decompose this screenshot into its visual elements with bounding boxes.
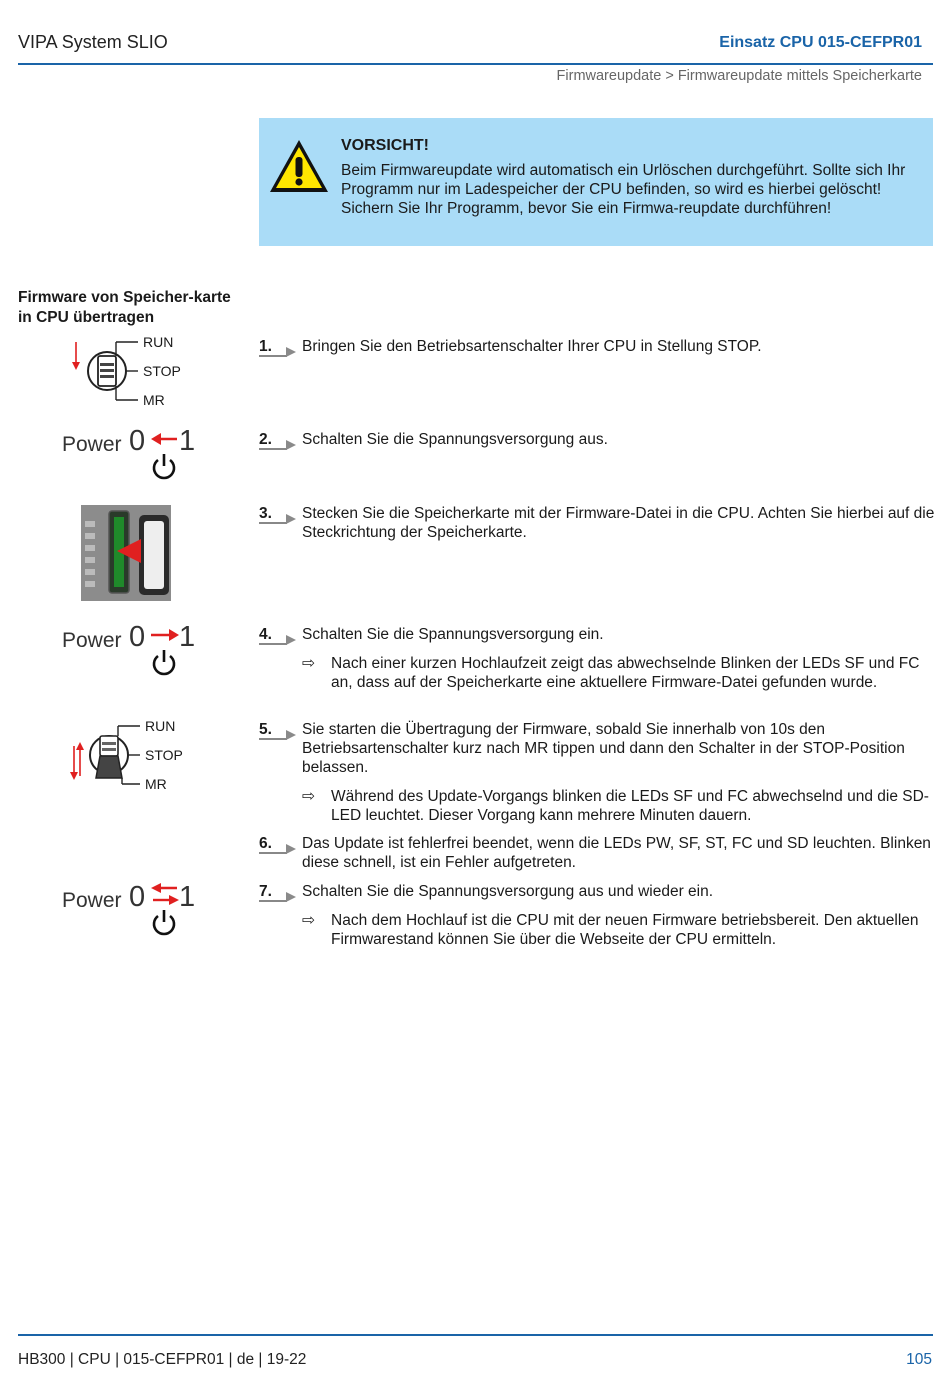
power-icon: [150, 648, 178, 676]
step-number: 7.: [259, 882, 299, 901]
power-icon: [150, 908, 178, 936]
step-number: 2.: [259, 430, 299, 449]
switch-label-run: RUN: [145, 718, 176, 734]
step-text: Schalten Sie die Spannungsversorgung aus.: [302, 431, 608, 448]
power-zero: 0: [129, 425, 146, 457]
power-cycle-figure: [62, 881, 202, 941]
step-text: Schalten Sie die Spannungsversorgung ein.: [302, 626, 604, 643]
caution-text: Beim Firmwareupdate wird automatisch ein Urlöschen durchgeführt. Sollte sich Ihr Programm nur im Ladespeicher der CPU befinden, so wird es hierbei gelöscht! Sichern Sie Ihr Programm, bevor Sie ein Firmwa-reupdate durchführen!: [341, 162, 906, 217]
step-arrow-icon: [286, 844, 296, 854]
arrow-right-icon: [151, 625, 179, 645]
step-number: 3.: [259, 504, 299, 523]
switch-label-mr: MR: [145, 776, 167, 792]
step-number: 6.: [259, 834, 299, 853]
step-arrow-icon: [286, 635, 296, 645]
chapter-title: Einsatz CPU 015-CEFPR01: [719, 34, 922, 51]
step-number: 1.: [259, 337, 299, 356]
power-one: 1: [179, 621, 196, 653]
step-arrow-icon: [286, 730, 296, 740]
arrow-left-icon: [151, 429, 179, 449]
step-arrow-icon: [286, 347, 296, 357]
step-text: Das Update ist fehlerfrei beendet, wenn die LEDs PW, SF, ST, FC und SD leuchten. Blinken diese schnell, ist ein Fehler aufgetreten.: [302, 835, 931, 871]
step-text: Stecken Sie die Speicherkarte mit der Firmware-Datei in die CPU. Achten Sie hierbei auf die Steckrichtung der Speicherkarte.: [302, 505, 935, 541]
step-number: 5.: [259, 720, 299, 739]
step-text: Sie starten die Übertragung der Firmware, sobald Sie innerhalb von 10s den Betriebsartenschalter kurz nach MR tippen und dann den Schalter in der STOP-Position belassen.: [302, 721, 905, 776]
step-arrow-icon: [286, 892, 296, 902]
breadcrumb: Firmwareupdate > Firmwareupdate mittels Speicherkarte: [556, 68, 922, 84]
result-text: Nach einer kurzen Hochlaufzeit zeigt das abwechselnde Blinken der LEDs SF und FC an, dass auf der Speicherkarte eine aktuellere Firmware-Datei gefunden wurde.: [331, 655, 920, 691]
result-arrow-icon: ⇨: [302, 788, 315, 805]
header-rule: [18, 63, 933, 65]
power-zero: 0: [129, 621, 146, 653]
switch-label-stop: STOP: [145, 747, 183, 763]
result-text: Nach dem Hochlauf ist die CPU mit der neuen Firmware betriebsbereit. Den aktuellen Firmwarestand können Sie über die Webseite der CPU ermitteln.: [331, 912, 919, 948]
power-zero: 0: [129, 881, 146, 913]
memory-card-slot-figure: [81, 505, 171, 601]
result-text: Während des Update-Vorgangs blinken die LEDs SF und FC abwechselnd und die SD-LED leuchtet. Dieser Vorgang kann mehrere Minuten dauern.: [331, 788, 929, 824]
step-number: 4.: [259, 625, 299, 644]
power-label: Power: [62, 889, 122, 912]
power-label: Power: [62, 433, 122, 456]
power-label: Power: [62, 629, 122, 652]
power-one: 1: [179, 881, 196, 913]
page-number: 105: [906, 1351, 932, 1368]
step-text: Bringen Sie den Betriebsartenschalter Ihrer CPU in Stellung STOP.: [302, 338, 762, 355]
arrow-both-icon: [151, 881, 179, 907]
switch-label-mr: MR: [143, 392, 165, 408]
warning-triangle-icon: [268, 138, 330, 194]
step-text: Schalten Sie die Spannungsversorgung aus und wieder ein.: [302, 883, 714, 900]
power-off-figure: [62, 425, 202, 485]
switch-label-stop: STOP: [143, 363, 181, 379]
switch-label-run: RUN: [143, 334, 174, 350]
power-icon: [150, 452, 178, 480]
footer-doc-info: HB300 | CPU | 015-CEFPR01 | de | 19-22: [18, 1351, 307, 1368]
result-arrow-icon: ⇨: [302, 912, 315, 929]
power-on-figure: [62, 621, 202, 681]
power-one: 1: [179, 425, 196, 457]
caution-title: VORSICHT!: [341, 137, 429, 154]
footer-rule: [18, 1334, 933, 1336]
caution-box: [259, 118, 933, 246]
section-heading: Firmware von Speicher-karte in CPU übertragen: [18, 289, 231, 326]
step-arrow-icon: [286, 514, 296, 524]
result-arrow-icon: ⇨: [302, 655, 315, 672]
step-arrow-icon: [286, 440, 296, 450]
product-name: VIPA System SLIO: [18, 32, 168, 52]
